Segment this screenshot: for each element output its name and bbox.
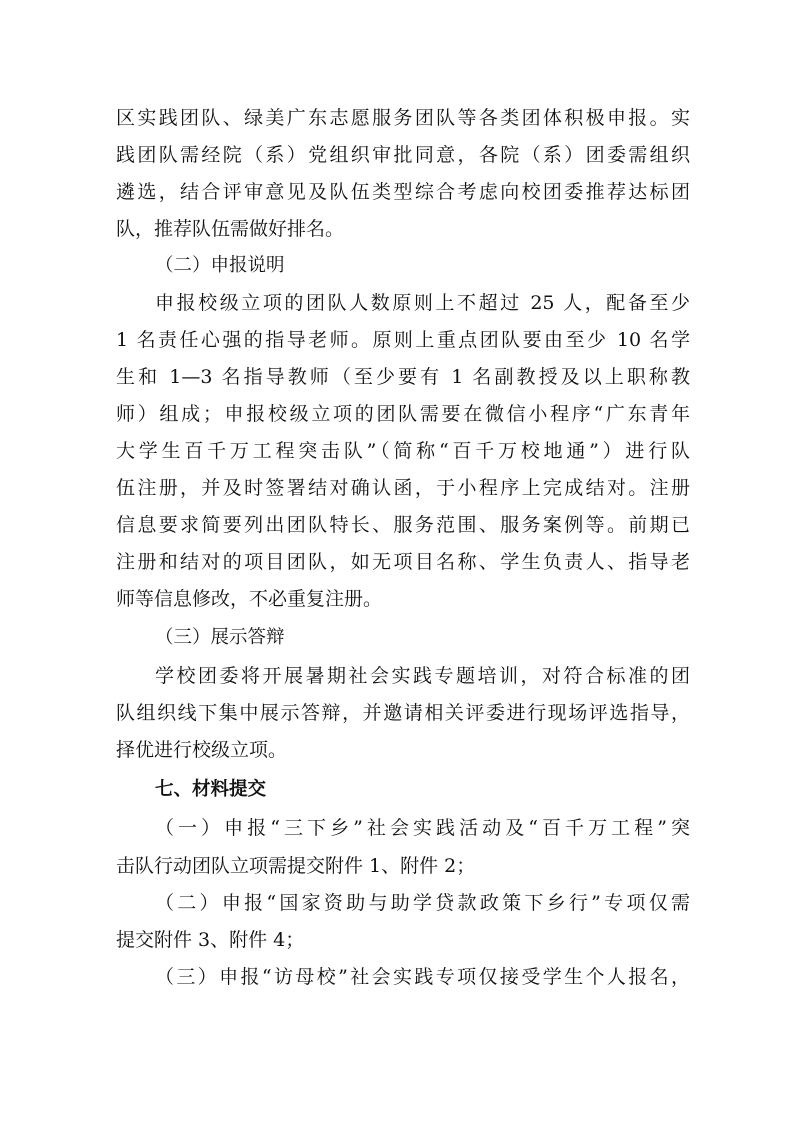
paragraph-line: 1 名责任心强的指导老师。原则上重点团队要由至少 10 名学 (116, 329, 690, 351)
paragraph-line: 注册和结对的项目团队，如无项目名称、学生负责人、指导老 (116, 551, 690, 573)
paragraph-line: （一）申报“三下乡”社会实践活动及“百千万工程”突 (155, 817, 690, 839)
paragraph-line: 生和 1—3 名指导教师（至少要有 1 名副教授及以上职称教 (116, 366, 690, 388)
section-heading: 七、材料提交 (155, 779, 267, 800)
paragraph-line: 队，推荐队伍需做好排名。 (116, 218, 345, 240)
paragraph-line: 择优进行校级立项。 (116, 739, 288, 761)
section-subheading: （二）申报说明 (155, 255, 285, 276)
paragraph-line: 区实践团队、绿美广东志愿服务团队等各类团体积极申报。实 (116, 107, 690, 129)
paragraph-line: 遴选，结合评审意见及队伍类型综合考虑向校团委推荐达标团 (116, 181, 690, 203)
paragraph-line: （二）申报“国家资助与助学贷款政策下乡行”专项仅需 (155, 892, 690, 914)
paragraph-line: 大学生百千万工程突击队”（简称“百千万校地通”）进行队 (116, 440, 690, 462)
paragraph-line: 提交附件 3、附件 4； (116, 929, 305, 951)
paragraph-line: 师等信息修改，不必重复注册。 (116, 588, 383, 610)
paragraph-line: 学校团委将开展暑期社会实践专题培训，对符合标准的团 (155, 665, 690, 687)
paragraph-line: 师）组成；申报校级立项的团队需要在微信小程序“广东青年 (116, 403, 690, 425)
paragraph-line: 践团队需经院（系）党组织审批同意，各院（系）团委需组织 (116, 144, 690, 166)
paragraph-line: 队组织线下集中展示答辩，并邀请相关评委进行现场评选指导， (116, 702, 690, 724)
paragraph-line: 信息要求简要列出团队特长、服务范围、服务案例等。前期已 (116, 514, 690, 536)
paragraph-line: 伍注册，并及时签署结对确认函，于小程序上完成结对。注册 (116, 477, 690, 499)
paragraph-line: （三）申报“访母校”社会实践专项仅接受学生个人报名， (155, 966, 690, 988)
section-subheading: （三）展示答辩 (155, 627, 285, 648)
paragraph-line: 击队行动团队立项需提交附件 1、附件 2； (116, 855, 476, 877)
paragraph-line: 申报校级立项的团队人数原则上不超过 25 人，配备至少 (155, 292, 690, 314)
